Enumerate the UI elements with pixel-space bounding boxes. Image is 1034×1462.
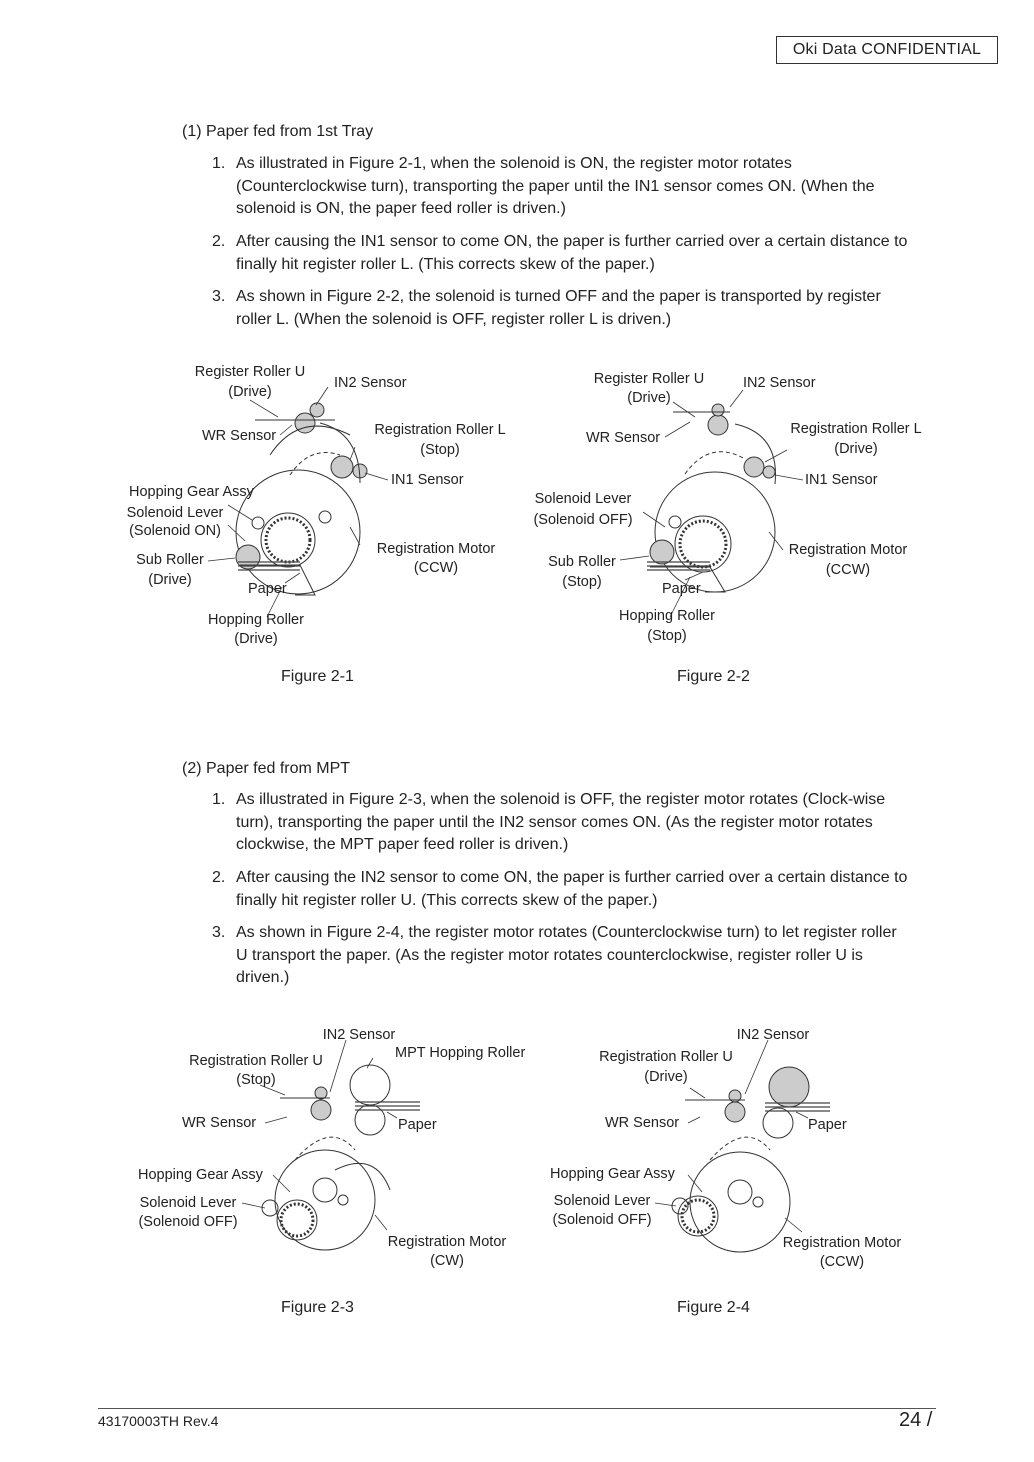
label-registration-roller-u: Registration Roller U xyxy=(189,1053,323,1069)
label-solenoid-lever-state: (Solenoid OFF) xyxy=(533,512,633,528)
label-hopping-roller: Hopping Roller xyxy=(619,608,715,624)
label-in2-sensor: IN2 Sensor xyxy=(334,375,407,391)
section-1-title: (1) Paper fed from 1st Tray xyxy=(182,123,374,140)
label-sub-roller: Sub Roller xyxy=(136,552,204,568)
label-registration-roller-l-state: (Drive) xyxy=(834,441,878,457)
label-in2-sensor: IN2 Sensor xyxy=(743,375,816,391)
label-in1-sensor: IN1 Sensor xyxy=(391,472,464,488)
label-registration-roller-l-state: (Stop) xyxy=(420,442,460,458)
label-solenoid-lever-state: (Solenoid ON) xyxy=(129,523,221,539)
label-register-roller-u-state: (Drive) xyxy=(228,384,272,400)
figure-2-4 xyxy=(540,1020,940,1280)
label-wr-sensor: WR Sensor xyxy=(605,1115,680,1131)
figure-2-1 xyxy=(120,355,530,660)
label-registration-roller-u-state: (Stop) xyxy=(236,1072,276,1088)
label-hopping-gear-assy: Hopping Gear Assy xyxy=(138,1167,263,1183)
label-registration-motor: Registration Motor xyxy=(387,1234,507,1250)
section-1-item-2 xyxy=(212,231,912,276)
label-register-roller-u-state: (Drive) xyxy=(627,390,671,406)
section-1-item-3 xyxy=(212,286,912,331)
item-number: 2. xyxy=(212,869,226,886)
confidential-label: Oki Data CONFIDENTIAL xyxy=(776,36,998,64)
page-number: 24 / xyxy=(899,1409,933,1431)
item-text: After causing the IN1 sensor to come ON, the paper is further carried over a certain distance to finally hit register roller L. (This corrects skew of the paper.) xyxy=(236,233,908,273)
label-solenoid-lever: Solenoid Lever xyxy=(139,1195,237,1211)
label-mpt-hopping-roller: MPT Hopping Roller xyxy=(395,1045,526,1061)
label-solenoid-lever: Solenoid Lever xyxy=(534,491,632,507)
label-register-roller-u: Register Roller U xyxy=(194,364,306,380)
label-paper: Paper xyxy=(662,581,701,597)
figure-2-3-diagram xyxy=(125,1020,545,1275)
figure-2-3-caption: Figure 2-3 xyxy=(281,1299,354,1316)
label-solenoid-lever: Solenoid Lever xyxy=(553,1193,651,1209)
section-2-item-3 xyxy=(212,922,912,990)
label-registration-motor-direction: (CW) xyxy=(430,1253,464,1269)
label-hopping-roller: Hopping Roller xyxy=(208,612,304,628)
label-solenoid-lever-state: (Solenoid OFF) xyxy=(552,1212,652,1228)
label-paper: Paper xyxy=(808,1117,847,1133)
figure-2-2-diagram xyxy=(525,362,935,657)
section-2-item-2 xyxy=(212,867,912,912)
item-number: 3. xyxy=(212,924,226,941)
item-text: As illustrated in Figure 2-3, when the solenoid is OFF, the register motor rotates (Clock-wise turn), transporting the paper until the IN2 sensor comes ON. (As the register motor rotates clockwise, the MPT paper feed roller is driven.) xyxy=(236,791,886,853)
figure-2-4-caption: Figure 2-4 xyxy=(677,1299,750,1316)
label-hopping-roller-state: (Stop) xyxy=(647,628,687,644)
label-in2-sensor: IN2 Sensor xyxy=(736,1027,810,1043)
label-registration-roller-l: Registration Roller L xyxy=(374,422,506,438)
item-number: 1. xyxy=(212,791,226,808)
figure-2-4-diagram xyxy=(540,1020,940,1275)
section-2-title: (2) Paper fed from MPT xyxy=(182,760,351,777)
label-registration-motor: Registration Motor xyxy=(788,542,908,558)
label-wr-sensor: WR Sensor xyxy=(586,430,661,446)
item-number: 3. xyxy=(212,288,226,305)
label-paper: Paper xyxy=(248,581,287,597)
label-solenoid-lever-state: (Solenoid OFF) xyxy=(138,1214,238,1230)
document-number: 43170003TH Rev.4 xyxy=(98,1413,219,1429)
label-in2-sensor: IN2 Sensor xyxy=(322,1027,396,1043)
figure-2-1-diagram xyxy=(120,355,530,655)
label-wr-sensor: WR Sensor xyxy=(182,1115,257,1131)
label-registration-motor-direction: (CCW) xyxy=(819,1254,865,1270)
item-number: 1. xyxy=(212,155,226,172)
item-text: As illustrated in Figure 2-1, when the solenoid is ON, the register motor rotates (Counterclockwise turn), transporting the paper until the IN1 sensor comes ON. (When the solenoid is ON, the paper feed roller is driven.) xyxy=(236,155,875,217)
item-text: After causing the IN2 sensor to come ON, the paper is further carried over a certain distance to finally hit register roller U. (This corrects skew of the paper.) xyxy=(236,869,908,909)
label-registration-motor: Registration Motor xyxy=(376,541,496,557)
figure-2-1-caption: Figure 2-1 xyxy=(281,668,354,685)
section-2-item-1 xyxy=(212,789,912,857)
figure-2-3 xyxy=(125,1020,545,1280)
label-sub-roller-state: (Drive) xyxy=(148,572,192,588)
item-text: As shown in Figure 2-2, the solenoid is turned OFF and the paper is transported by register roller L. (When the solenoid is OFF, register roller L is driven.) xyxy=(236,288,881,328)
label-hopping-gear-assy: Hopping Gear Assy xyxy=(550,1166,675,1182)
figure-2-2-caption: Figure 2-2 xyxy=(677,668,750,685)
section-1-item-1 xyxy=(212,153,912,221)
footer-rule xyxy=(98,1408,936,1409)
label-paper: Paper xyxy=(398,1117,437,1133)
label-sub-roller: Sub Roller xyxy=(548,554,616,570)
label-hopping-roller-state: (Drive) xyxy=(234,631,278,647)
label-register-roller-u: Register Roller U xyxy=(593,371,705,387)
label-registration-motor: Registration Motor xyxy=(782,1235,902,1251)
label-wr-sensor: WR Sensor xyxy=(202,428,277,444)
item-number: 2. xyxy=(212,233,226,250)
item-text: As shown in Figure 2-4, the register motor rotates (Counterclockwise turn) to let register roller U transport the paper. (As the register motor rotates counterclockwise, register roller U is driven.) xyxy=(236,924,897,986)
label-registration-motor-direction: (CCW) xyxy=(413,560,459,576)
label-sub-roller-state: (Stop) xyxy=(562,574,602,590)
label-registration-roller-u-state: (Drive) xyxy=(644,1069,688,1085)
label-registration-motor-direction: (CCW) xyxy=(825,562,871,578)
figure-2-2 xyxy=(525,362,935,662)
label-registration-roller-l: Registration Roller L xyxy=(790,421,922,437)
label-registration-roller-u: Registration Roller U xyxy=(599,1049,733,1065)
label-solenoid-lever: Solenoid Lever xyxy=(126,505,224,521)
label-in1-sensor: IN1 Sensor xyxy=(805,472,878,488)
label-hopping-gear-assy: Hopping Gear Assy xyxy=(129,484,254,500)
